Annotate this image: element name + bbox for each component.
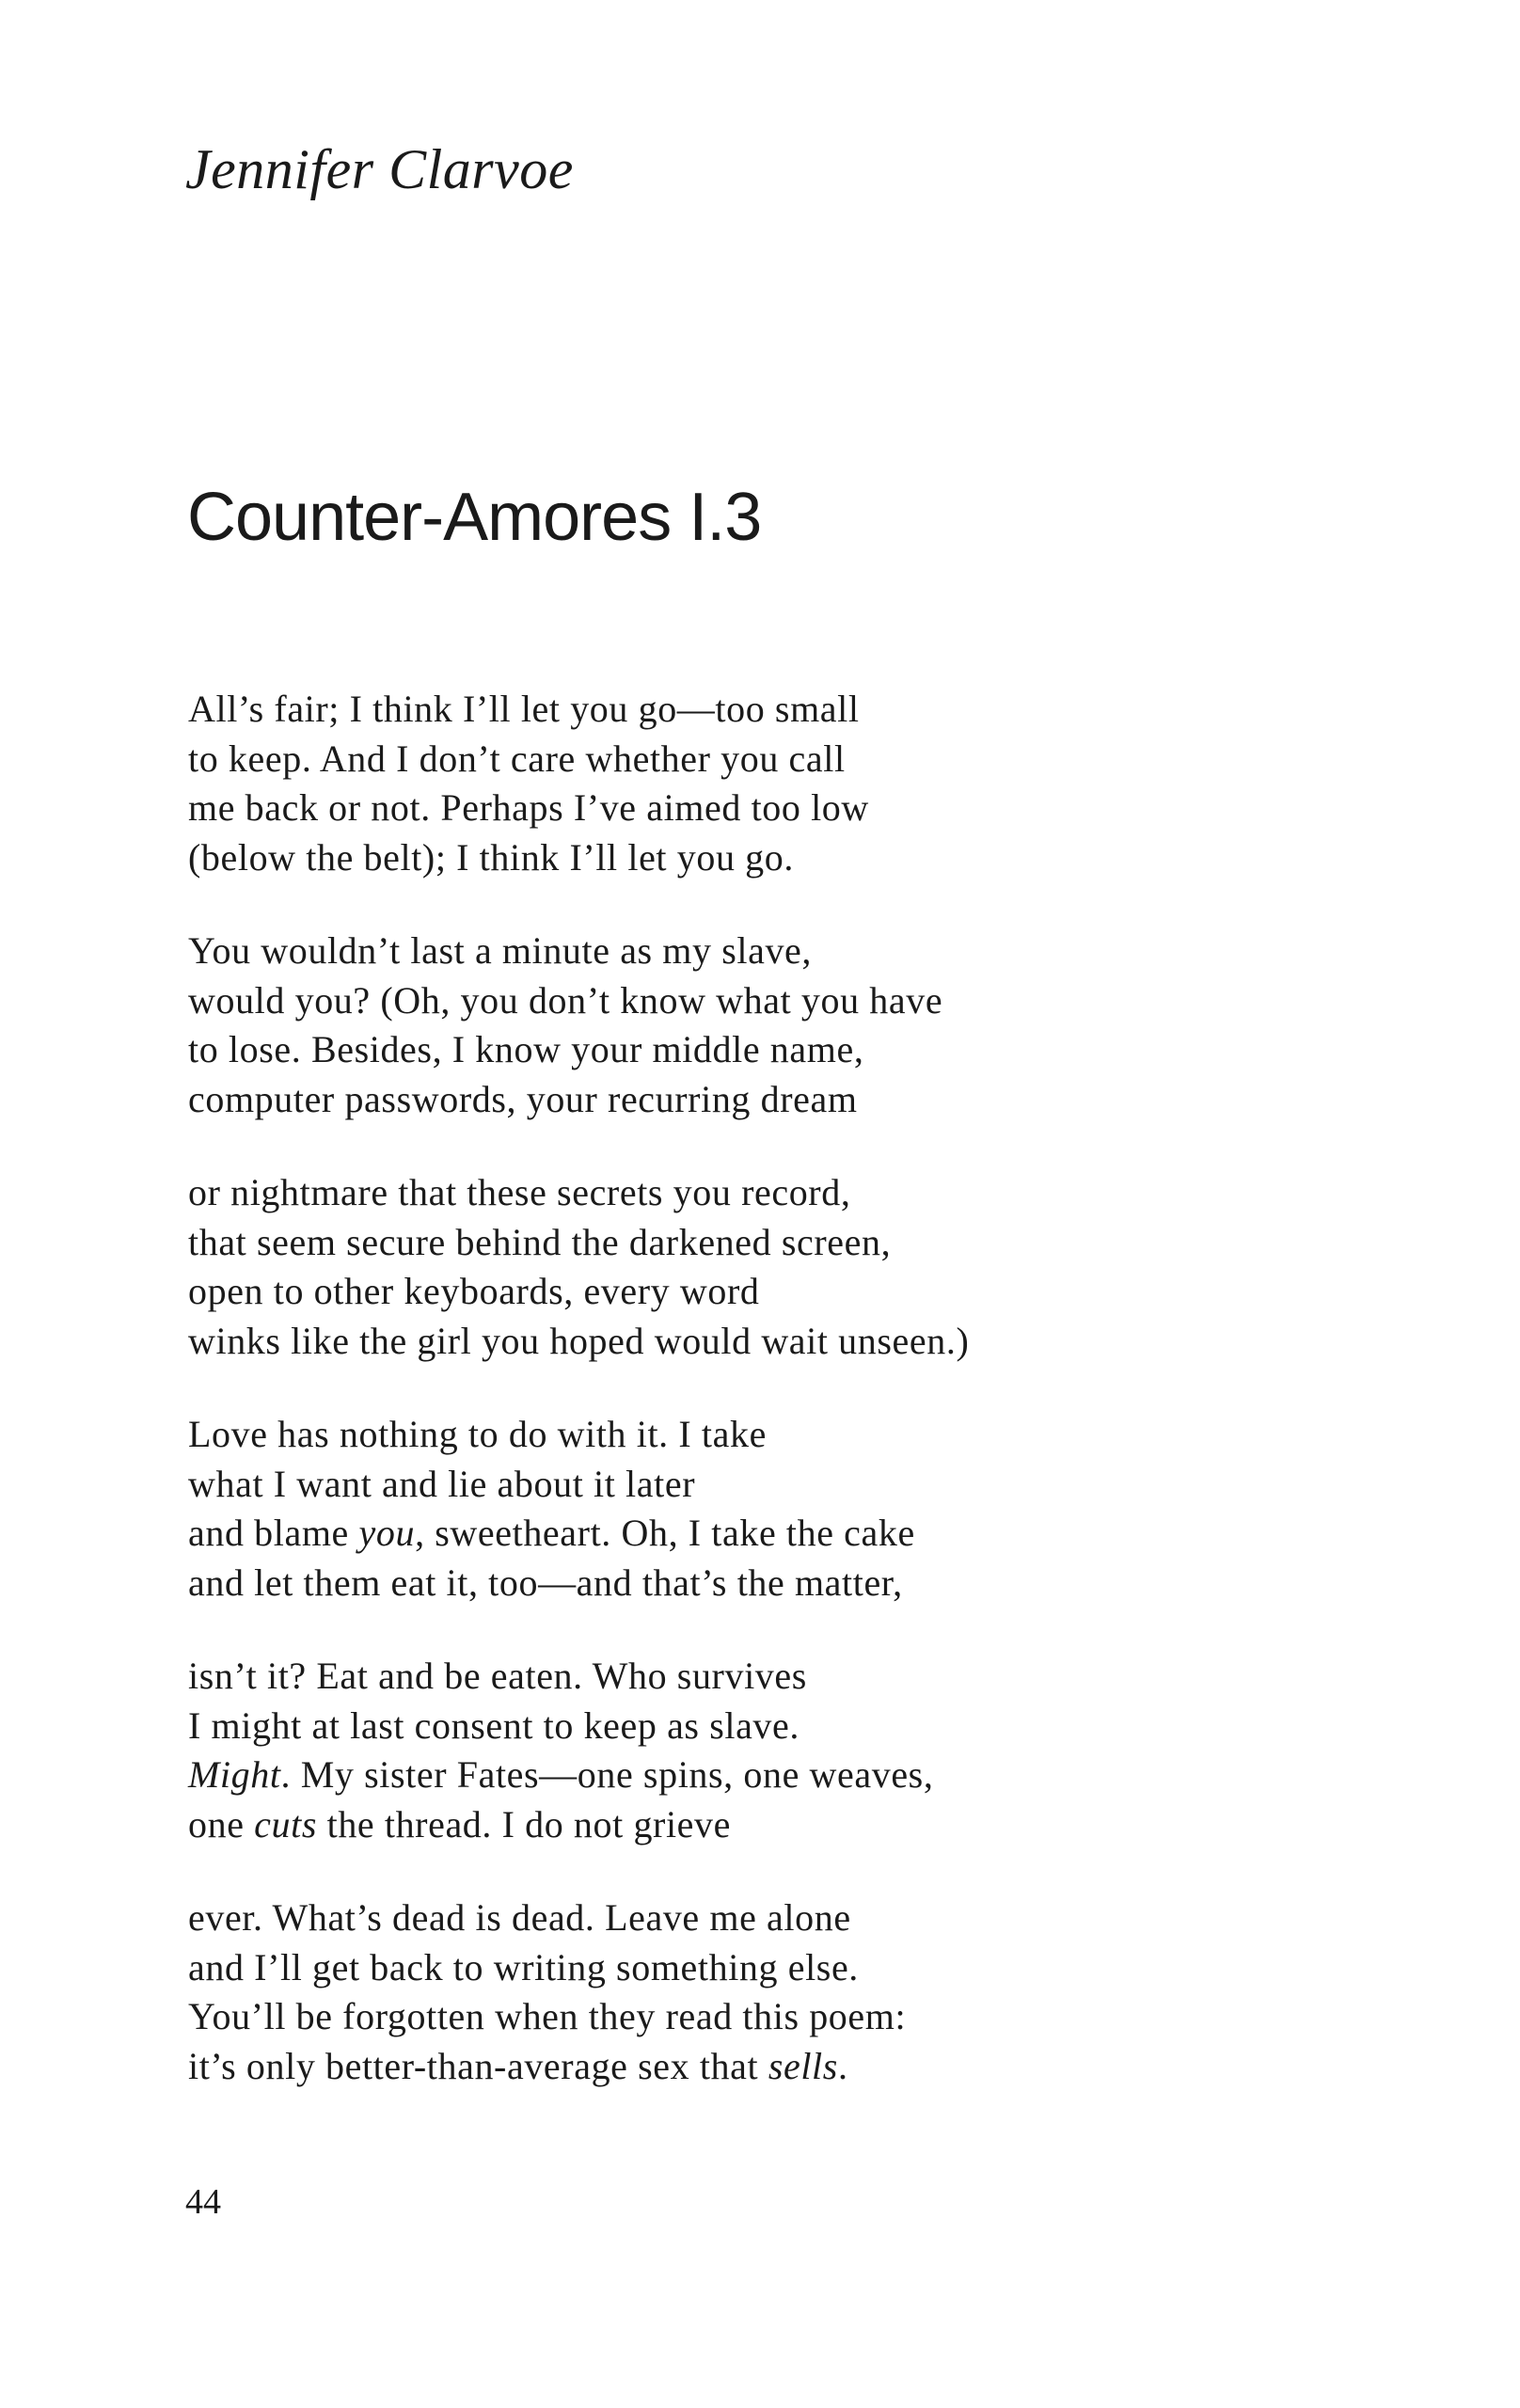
poem-line: to keep. And I don’t care whether you call bbox=[188, 737, 846, 780]
stanza bbox=[188, 927, 1411, 1124]
poem-line: (below the belt); I think I’ll let you go. bbox=[188, 835, 794, 879]
poem-title: Counter-Amores I.3 bbox=[187, 480, 762, 555]
poem-line: Love has nothing to do with it. I take bbox=[188, 1413, 767, 1455]
line-segment: . My sister Fates—one spins, one weaves, bbox=[280, 1753, 934, 1796]
poem-line: winks like the girl you hoped would wait unseen.) bbox=[188, 1319, 970, 1362]
emphasized-word: you bbox=[358, 1512, 416, 1554]
poem-line: that seem secure behind the darkened screen, bbox=[188, 1220, 892, 1263]
poem-line bbox=[188, 2042, 1411, 2092]
line-segment: , sweetheart. Oh, I take the cake bbox=[415, 1512, 915, 1554]
stanza bbox=[188, 685, 1411, 882]
poem-line: open to other keyboards, every word bbox=[188, 1270, 760, 1312]
line-segment: and blame bbox=[188, 1512, 359, 1554]
poem-line: I might at last consent to keep as slave. bbox=[188, 1703, 800, 1747]
poem-line: You wouldn’t last a minute as my slave, bbox=[188, 929, 813, 972]
poem-line: would you? (Oh, you don’t know what you have bbox=[188, 978, 943, 1022]
stanza bbox=[188, 1168, 1411, 1366]
poem-line: isn’t it? Eat and be eaten. Who survives bbox=[188, 1655, 807, 1697]
poem-line: what I want and lie about it later bbox=[188, 1462, 696, 1505]
poem-body bbox=[188, 685, 1411, 2135]
line-segment: it’s only better-than-average sex that bbox=[188, 2044, 768, 2087]
line-segment: one bbox=[188, 1802, 255, 1846]
emphasized-word: sells bbox=[768, 2044, 838, 2087]
poem-line: You’ll be forgotten when they read this poem: bbox=[188, 1995, 907, 2037]
line-segment: the thread. I do not grieve bbox=[317, 1802, 731, 1846]
stanza bbox=[188, 1893, 1411, 2091]
poem-line bbox=[188, 1509, 1411, 1559]
stanza bbox=[188, 1652, 1411, 1849]
stanza bbox=[188, 1410, 1411, 1608]
poem-line: and let them eat it, too—and that’s the matter, bbox=[188, 1560, 903, 1604]
poem-line: ever. What’s dead is dead. Leave me alone bbox=[188, 1896, 851, 1939]
line-segment: . bbox=[837, 2044, 848, 2087]
poem-line: and I’ll get back to writing something else. bbox=[188, 1945, 859, 1988]
poem-line: All’s fair; I think I’ll let you go—too small bbox=[188, 688, 860, 730]
poem-line bbox=[188, 1800, 1411, 1850]
emphasized-word: Might bbox=[188, 1753, 281, 1796]
emphasized-word: cuts bbox=[254, 1802, 317, 1846]
page-number: 44 bbox=[185, 2182, 221, 2222]
poem-line: computer passwords, your recurring dream bbox=[188, 1077, 858, 1120]
poem-line: me back or not. Perhaps I’ve aimed too low bbox=[188, 786, 869, 829]
poem-line: or nightmare that these secrets you record, bbox=[188, 1171, 851, 1213]
author-name: Jennifer Clarvoe bbox=[185, 138, 574, 200]
poem-line bbox=[188, 1751, 1411, 1800]
poem-line: to lose. Besides, I know your middle name, bbox=[188, 1028, 864, 1070]
